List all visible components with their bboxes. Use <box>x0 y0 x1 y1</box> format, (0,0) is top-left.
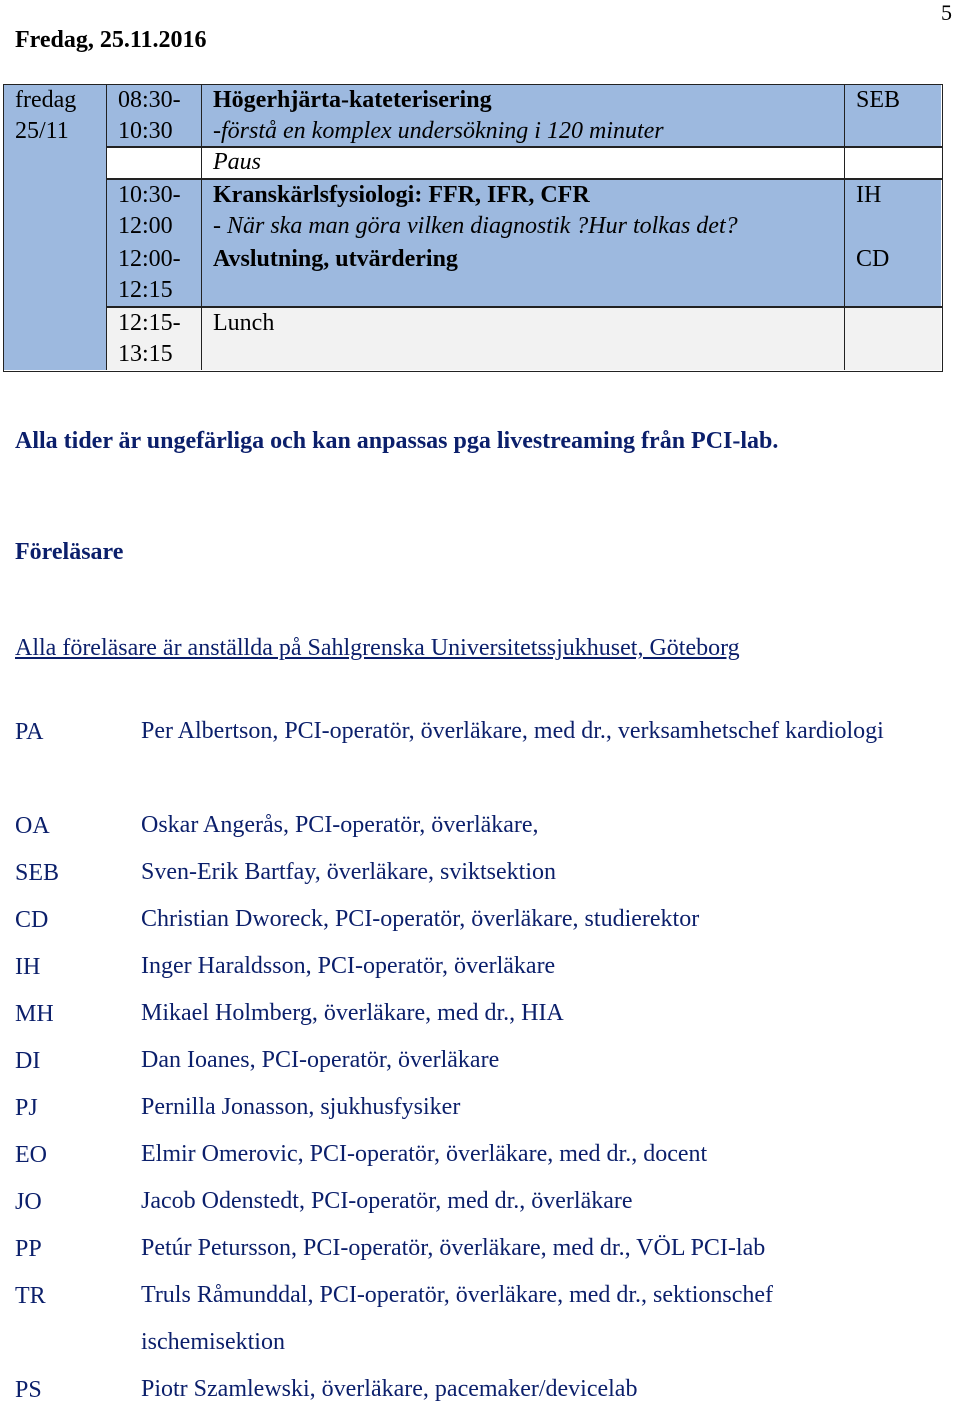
activity-subtitle: -förstå en komplex undersökning i 120 minuter <box>213 118 664 144</box>
lecturer-code: PP <box>15 1236 42 1262</box>
lecturer-desc: Jacob Odenstedt, PCI-operatör, med dr., överläkare <box>141 1188 633 1214</box>
lecturer-desc: Oskar Angerås, PCI-operatör, överläkare, <box>141 812 539 838</box>
lecturer-code: PS <box>15 1377 42 1403</box>
time-cell <box>107 307 202 370</box>
lecturer-code: DI <box>15 1048 41 1074</box>
timing-note: Alla tider är ungefärliga och kan anpassas pga livestreaming från PCI-lab. <box>15 428 779 454</box>
time-cell <box>107 147 202 179</box>
lecturer-code: OA <box>15 813 50 839</box>
activity-title: Lunch <box>213 310 275 336</box>
time-start: 10:30- <box>118 182 181 208</box>
lecturers-heading: Föreläsare <box>15 539 124 565</box>
time-end: 12:15 <box>118 277 173 303</box>
activity-cell <box>202 307 845 370</box>
day-cell <box>4 85 107 370</box>
activity-cell <box>202 85 845 147</box>
lecturer-code: TR <box>15 1283 46 1309</box>
activity-cell <box>202 147 845 179</box>
lecturer-desc: Truls Råmunddal, PCI-operatör, överläkare, med dr., sektionschef ischemisektion <box>141 1282 774 1355</box>
time-start: 08:30- <box>118 87 181 113</box>
row-divider <box>107 146 942 148</box>
lecturer-desc: Christian Dworeck, PCI-operatör, överläkare, studierektor <box>141 906 700 932</box>
lecturer-desc: Elmir Omerovic, PCI-operatör, överläkare, med dr., docent <box>141 1141 708 1167</box>
speaker-cell <box>845 179 941 243</box>
time-start: 12:15- <box>118 310 181 336</box>
speaker-code: SEB <box>856 87 901 113</box>
lecturer-code: EO <box>15 1142 47 1168</box>
activity-title: Högerhjärta-kateterisering <box>213 87 492 113</box>
lecturer-desc: Dan Ioanes, PCI-operatör, överläkare <box>141 1047 500 1073</box>
speaker-code: IH <box>856 182 882 208</box>
activity-title: Paus <box>213 149 261 175</box>
speaker-cell <box>845 85 941 147</box>
lecturer-code: MH <box>15 1001 54 1027</box>
lecturer-desc: Inger Haraldsson, PCI-operatör, överläkare <box>141 953 556 979</box>
lecturer-code: PJ <box>15 1095 38 1121</box>
speaker-cell <box>845 307 941 370</box>
schedule-table <box>3 84 943 372</box>
time-end: 12:00 <box>118 213 173 239</box>
lecturer-code: PA <box>15 719 44 745</box>
activity-subtitle: - När ska man göra vilken diagnostik ?Hur tolkas det? <box>213 213 738 239</box>
activity-title: Avslutning, utvärdering <box>213 246 458 272</box>
lecturer-code: CD <box>15 907 49 933</box>
page-number: 5 <box>941 0 952 25</box>
lecturer-desc: Piotr Szamlewski, överläkare, pacemaker/devicelab <box>141 1376 638 1402</box>
lecturer-desc: Petúr Petursson, PCI-operatör, överläkare, med dr., VÖL PCI-lab <box>141 1235 766 1261</box>
speaker-cell <box>845 147 941 179</box>
activity-cell <box>202 179 845 243</box>
day-header: Fredag, 25.11.2016 <box>15 27 207 53</box>
activity-cell <box>202 243 845 307</box>
lecturer-desc: Sven-Erik Bartfay, överläkare, sviktsektion <box>141 859 556 885</box>
speaker-cell <box>845 243 941 307</box>
lecturer-code: JO <box>15 1189 42 1215</box>
time-end: 10:30 <box>118 118 173 144</box>
lecturer-code: IH <box>15 954 41 980</box>
day-date: 25/11 <box>15 118 69 144</box>
time-start: 12:00- <box>118 246 181 272</box>
lecturer-desc: Per Albertson, PCI-operatör, överläkare, med dr., verksamhetschef kardiologi <box>141 718 884 744</box>
lecturer-code: SEB <box>15 860 60 886</box>
activity-title: Kranskärlsfysiologi: FFR, IFR, CFR <box>213 182 590 208</box>
lecturer-desc: Mikael Holmberg, överläkare, med dr., HIA <box>141 1000 564 1026</box>
time-end: 13:15 <box>118 341 173 367</box>
row-divider <box>107 178 942 180</box>
time-cell <box>107 179 202 243</box>
time-cell <box>107 85 202 147</box>
row-divider <box>107 306 942 308</box>
time-cell <box>107 243 202 307</box>
speaker-code: CD <box>856 246 890 272</box>
lecturer-desc: Pernilla Jonasson, sjukhusfysiker <box>141 1094 461 1120</box>
day-name: fredag <box>15 87 77 113</box>
lecturers-intro: Alla föreläsare är anställda på Sahlgrenska Universitetssjukhuset, Göteborg <box>15 635 740 661</box>
